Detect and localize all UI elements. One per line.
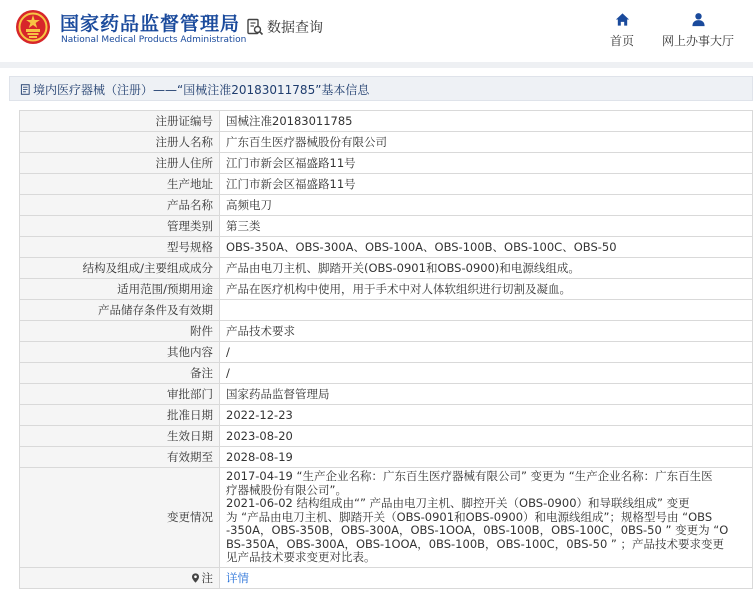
field-label: 产品名称 [20,195,220,216]
field-label: 型号规格 [20,237,220,258]
field-label: 附件 [20,321,220,342]
field-value: OBS-350A、OBS-300A、OBS-100A、OBS-100B、OBS-100C、OBS-50 [220,237,753,258]
field-label: 结构及组成/主要组成成分 [20,258,220,279]
field-label: 备注 [20,363,220,384]
field-value: 产品技术要求 [220,321,753,342]
change-row [20,468,753,568]
table-row [20,342,753,363]
field-label: 生效日期 [20,426,220,447]
field-value: 产品由电刀主机、脚踏开关(OBS-0901和OBS-0900)和电源线组成。 [220,258,753,279]
table-row [20,279,753,300]
field-label: 生产地址 [20,174,220,195]
home-icon [615,12,630,27]
field-value: 2028-08-19 [220,447,753,468]
field-label: 有效期至 [20,447,220,468]
site-brand-chinese[interactable]: 国家药品监督管理局 [60,13,241,35]
table-row [20,321,753,342]
note-label: 注 [201,570,213,585]
field-label: 批准日期 [20,405,220,426]
breadcrumb-bar [9,76,753,101]
nav-online-service-hall-label: 网上办事大厅 [661,34,734,48]
field-label: 产品储存条件及有效期 [20,300,220,321]
field-value: 广东百生医疗器械股份有限公司 [220,132,753,153]
user-icon [691,12,706,27]
header-divider [0,62,753,68]
table-row [20,405,753,426]
document-icon [20,84,31,95]
change-line: 为 “产品由电刀主机、脚踏开关（OBS-0901和OBS-0900）和电源线组成”；规格型号由 “OBS [226,509,713,524]
data-query-label: 数据查询 [267,20,323,36]
table-row [20,384,753,405]
breadcrumb-text: 境内医疗器械（注册）——“国械注准20183011785”基本信息 [33,83,370,97]
nav-home-label: 首页 [609,34,634,48]
table-row [20,237,753,258]
table-row [20,153,753,174]
nav-online-service-hall[interactable] [653,12,743,49]
table-row [20,363,753,384]
table-row [20,195,753,216]
field-label: 管理类别 [20,216,220,237]
field-value: / [220,342,753,363]
device-info-table [19,110,753,589]
table-row [20,447,753,468]
field-label: 其他内容 [20,342,220,363]
table-row [20,258,753,279]
field-label: 审批部门 [20,384,220,405]
field-value: 2022-12-23 [220,405,753,426]
field-value: 国械注准20183011785 [220,111,753,132]
field-label: 适用范围/预期用途 [20,279,220,300]
change-line: BS-350A，OBS-300A，OBS-1OOA，0BS-100B，OBS-100C，0BS-50 ” ；产品技术要求变更 [226,536,725,551]
field-label-note [20,567,220,588]
table-row [20,174,753,195]
change-line: -350A，OBS-350B，OBS-300A，OBS-1OOA，0BS-100B，OBS-100C，0BS-50 ” 变更为 “O [226,523,729,537]
field-value-note [220,567,753,588]
national-emblem-icon [15,9,51,45]
field-label: 注册人住所 [20,153,220,174]
change-line: 2017-04-19 “生产企业名称：广东百生医疗器械有限公司” 变更为 “生产企业名称：广东百生医 [226,469,713,483]
data-query-link[interactable] [246,16,323,38]
field-label-change: 变更情况 [20,468,220,568]
field-value: 江门市新会区福盛路11号 [220,153,753,174]
change-line: 2021-06-02 结构组成由“” 产品由电刀主机、脚控开关（OBS-0900）和导联线组成” 变更 [226,496,690,510]
table-row [20,111,753,132]
breadcrumb [20,81,369,98]
location-pin-icon [191,573,200,583]
table-row [20,132,753,153]
field-value: 国家药品监督管理局 [220,384,753,405]
note-row [20,567,753,588]
table-row [20,426,753,447]
site-brand-english[interactable]: National Medical Products Administration [61,35,247,45]
field-label: 注册人名称 [20,132,220,153]
field-value: 产品在医疗机构中使用，用于手术中对人体软组织进行切割及凝血。 [220,279,753,300]
change-line: 疗器械股份有限公司”。 [226,482,347,497]
document-search-icon [246,18,264,36]
field-value: / [220,363,753,384]
field-value: 2023-08-20 [220,426,753,447]
field-value [220,300,753,321]
table-row [20,300,753,321]
table-row [20,216,753,237]
field-value: 第三类 [220,216,753,237]
change-line: 见产品技术要求变更对比表。 [226,550,376,564]
field-value: 江门市新会区福盛路11号 [220,174,753,195]
details-link[interactable]: 详情 [226,570,249,585]
field-value-change [220,468,753,568]
field-value: 高频电刀 [220,195,753,216]
field-label: 注册证编号 [20,111,220,132]
site-header [0,0,753,62]
